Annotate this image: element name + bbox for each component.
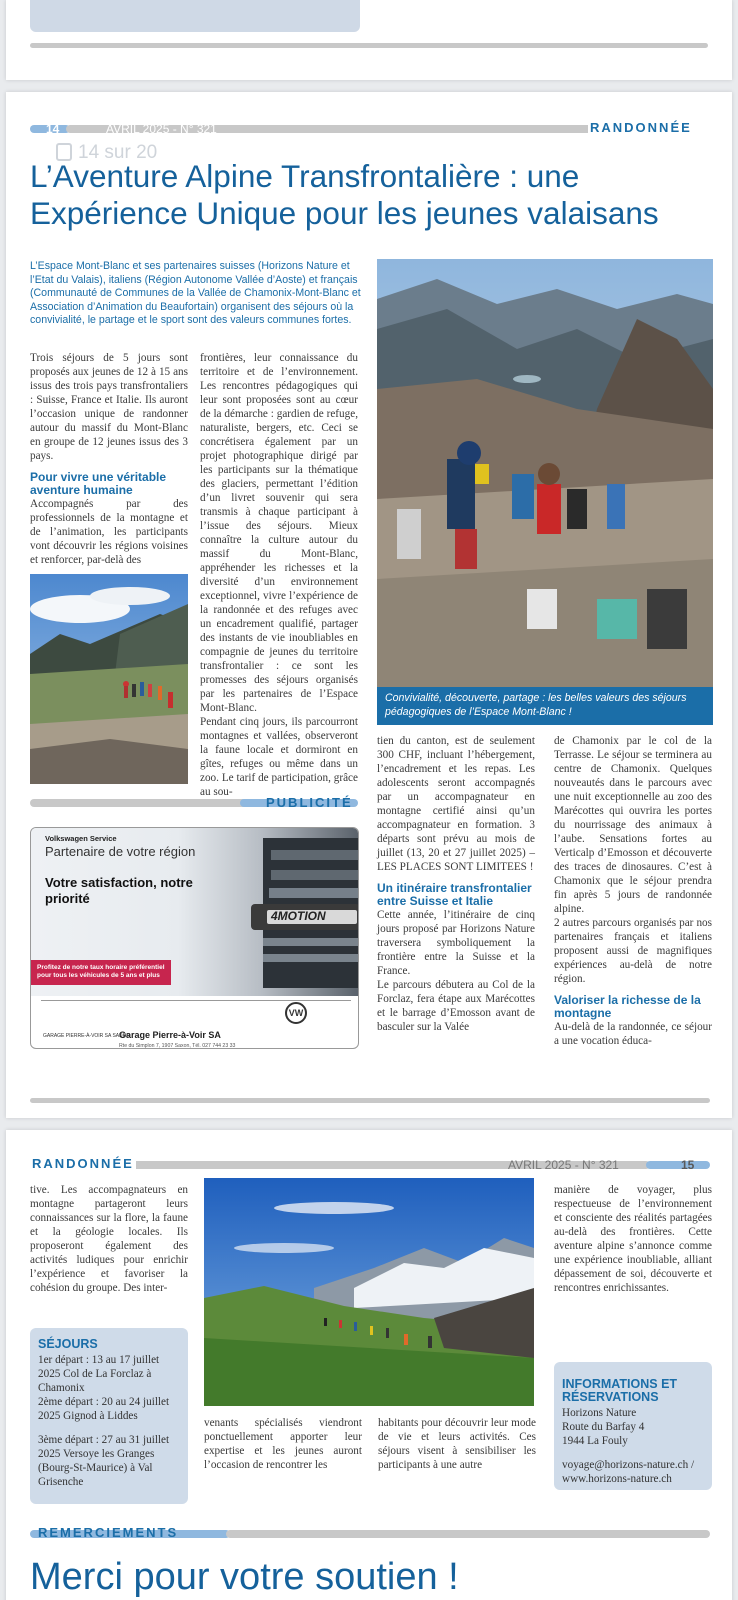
volkswagen-advertisement[interactable] — [30, 827, 359, 1049]
remerciements-label: REMERCIEMENTS — [38, 1525, 179, 1540]
informations-box: INFORMATIONS ET RÉSERVATIONS Horizons Nature Route du Barfay 4 1944 La Fouly voyage@horizons-nature.ch / www.horizons-nature.ch — [554, 1362, 712, 1490]
ad-divider — [41, 1000, 351, 1001]
infos-title: INFORMATIONS ET RÉSERVATIONS — [562, 1377, 678, 1405]
previous-page-box — [30, 0, 360, 32]
column-1: tive. Les accompagnateurs en montagne partageront leurs connaissances sur la flore, la faune et la géologie locales. Ils proposeront également des activités ludiques pour enrichir l’expérience et favoriser la cohésion du groupe. Des inter- — [30, 1184, 188, 1294]
page-number: 14 — [46, 122, 60, 136]
subhead-aventure: Pour vivre une véritable aventure humaine — [30, 470, 167, 498]
page-bottom-rule — [30, 1098, 710, 1103]
issue-label: AVRIL 2025 - N° 321 — [106, 122, 217, 136]
column-1: Trois séjours de 5 jours sont proposés aux jeunes de 12 à 15 ans issus des trois pays transfrontaliers : Suisse, France et Italie. Ils auront l’occasion unique de randonner autour du massif du Mont-Blanc en groupe de 12 jeunes issus des 3 pays. Pour vivre une véritable aventure humaine Accompagnés par des professionnels de la montagne et de l’animation, les participants vont découvrir les régions voisines et renforcer, par-delà des — [30, 352, 188, 567]
subhead-itineraire: Un itinéraire transfrontalier entre Suisse et Italie — [377, 881, 532, 909]
previous-page — [6, 0, 732, 80]
column-3: habitants pour découvrir leur mode de vie et leurs activités. Ces séjours visent à sensibiliser les participants à une autre — [378, 1417, 536, 1471]
page-counter-overlay: 14 sur 20 — [56, 142, 157, 164]
group-summit-photo — [377, 259, 713, 687]
section-label: RANDONNÉE — [32, 1156, 134, 1171]
garage-logo: GARAGE PIERRE-À-VOIR SA SAXON — [43, 1033, 130, 1039]
garage-name: Garage Pierre-à-Voir SA — [119, 1030, 221, 1040]
contact-link[interactable]: voyage@horizons-nature.ch / www.horizons-nature.ch — [562, 1459, 695, 1486]
garage-address: Rte du Simplon 7, 1907 Saxon, Tél. 027 744 23 33 — [119, 1043, 236, 1049]
column-4: de Chamonix par le col de la Terrasse. Le séjour se terminera au centre de Chamonix. Quelques nouveautés dans le parcours avec une nuit exceptionnelle au zoo des Marécottes qui ouvrira les portes du nourrissage des animaux à l’aube. Sensations fortes au Verticalp d’Emosson et découverte des traces de dinosaures. C’est à Chamonix que le séjour prendra fin après 5 jours de randonnée alpine. 2 autres parcours organisés par nos partenaires français et italiens proposent aussi de magnifiques expériences au-delà de notre région. Valoriser la richesse de la montagne Au-delà de la randonnée, ce séjour a une vocation éduca- — [554, 735, 712, 1048]
pub-label: PUBLICITÉ — [266, 795, 353, 810]
section-label: RANDONNÉE — [590, 120, 692, 135]
ad-promo: Profitez de notre taux horaire préférentiel pour tous les véhicules de 5 ans et plus — [31, 960, 171, 985]
sejours-box: SÉJOURS 1er départ : 13 au 17 juillet 2025 Col de La Forclaz à Chamonix 2ème départ : 20 au 24 juillet 2025 Gignod à Liddes 3ème départ : 27 au 31 juillet 2025 Versoye les Granges (Bourg-St-Maurice) à Val Grisenche — [30, 1328, 188, 1504]
subhead-valoriser: Valoriser la richesse de la montagne — [554, 993, 701, 1021]
hiking-trail-photo — [204, 1178, 534, 1406]
sejours-title: SÉJOURS — [38, 1337, 98, 1351]
ad-headline: Partenaire de votre région — [45, 844, 196, 859]
article-title: L’Aventure Alpine Transfrontalière : une Expérience Unique pour les jeunes valaisans — [30, 158, 659, 232]
magazine-page-15[interactable] — [6, 1130, 732, 1600]
page-number: 15 — [681, 1158, 695, 1172]
ad-service: Volkswagen Service — [45, 834, 117, 843]
column-2: frontières, leur connaissance du territoire et de l’environnement. Les rencontres pédagogiques qui leur sont proposées sont au cœur de la démarche : gardien de refuge, naturaliste, bergers, etc. Ceci se concrétisera également par un projet photographique dirigé par les participants sur la thématique des glaciers, permettant l’édition d’un livret souvenir qui sera transmis à chaque participant à l’issue des séjours. Mieux connaître la culture autour du massif du Mont-Blanc, appréhender les richesses et la diversité d’un environnement exceptionnel, vivre l’expérience de la randonnée et des refuges avec un encadrement qualifié, partager des instants de vie inoubliables en compagnie de jeunes du territoire transfrontalier : ce sont les promesses des séjours organisés par les partenaires de l’Espace Mont-Blanc. Pendant cinq jours, ils parcourront montagnes et vallées, observeront la faune locale et dormiront en gîtes, refuges ou même dans un zoo. Le tarif de participation, grâce au sou- — [200, 352, 358, 798]
issue-label: AVRIL 2025 - N° 321 — [508, 1158, 619, 1172]
column-2: venants spécialisés viendront ponctuellement apporter leur expertise et les jeunes auront l’occasion de rencontrer les — [204, 1417, 362, 1471]
previous-page-rule — [30, 43, 708, 48]
hikers-valley-photo — [30, 574, 188, 784]
ad-tagline: Votre satisfaction, notre priorité — [45, 875, 193, 906]
vw-logo-icon: VW — [285, 1002, 307, 1024]
column-4: manière de voyager, plus respectueuse de l’environnement et consciente des réalités partagées au-delà des frontières. Cette aventure alpine s’annonce comme une expérience inoubliable, alliant dépassement de soi, découverte et rencontres enrichissantes. — [554, 1184, 712, 1294]
merci-heading: Merci pour votre soutien ! — [30, 1556, 459, 1598]
photo-caption: Convivialité, découverte, partage : les belles valeurs des séjours pédagogiques de l’Espace Mont-Blanc ! — [377, 687, 713, 725]
magazine-page-14[interactable] — [6, 92, 732, 1118]
4motion-badge: 4MOTION — [271, 909, 326, 923]
column-3: tien du canton, est de seulement 300 CHF, incluant l’hébergement, l’encadrement et les repas. Les adolescents seront accompagnés par un accompagnateur en montagne certifié ainsi qu’un accompagnateur en formation. 3 départs sont prévu au mois de juillet (13, 20 et 27 juillet 2025) – LES PLACES SONT LIMITEES ! Un itinéraire transfrontalier entre Suisse et Italie Cette année, l’itinéraire de cinq jours proposé par Horizons Nature traversera symboliquement la frontière entre la Suisse et la France. Le parcours débutera au Col de la Forclaz, fera étape aux Marécottes et le barrage d’Emosson avant de basculer sur la Valée — [377, 735, 535, 1034]
article-lead: L’Espace Mont-Blanc et ses partenaires suisses (Horizons Nature et l’Etat du Valais), italiens (Région Autonome Vallée d’Aoste) et français (Communauté de Communes de la Vallée de Chamonix-Mont-Blanc et Association d’Animation du Beaufortain) organisent des séjours où la convivialité, le partage et le sport sont des valeurs communes fortes. — [30, 260, 361, 327]
